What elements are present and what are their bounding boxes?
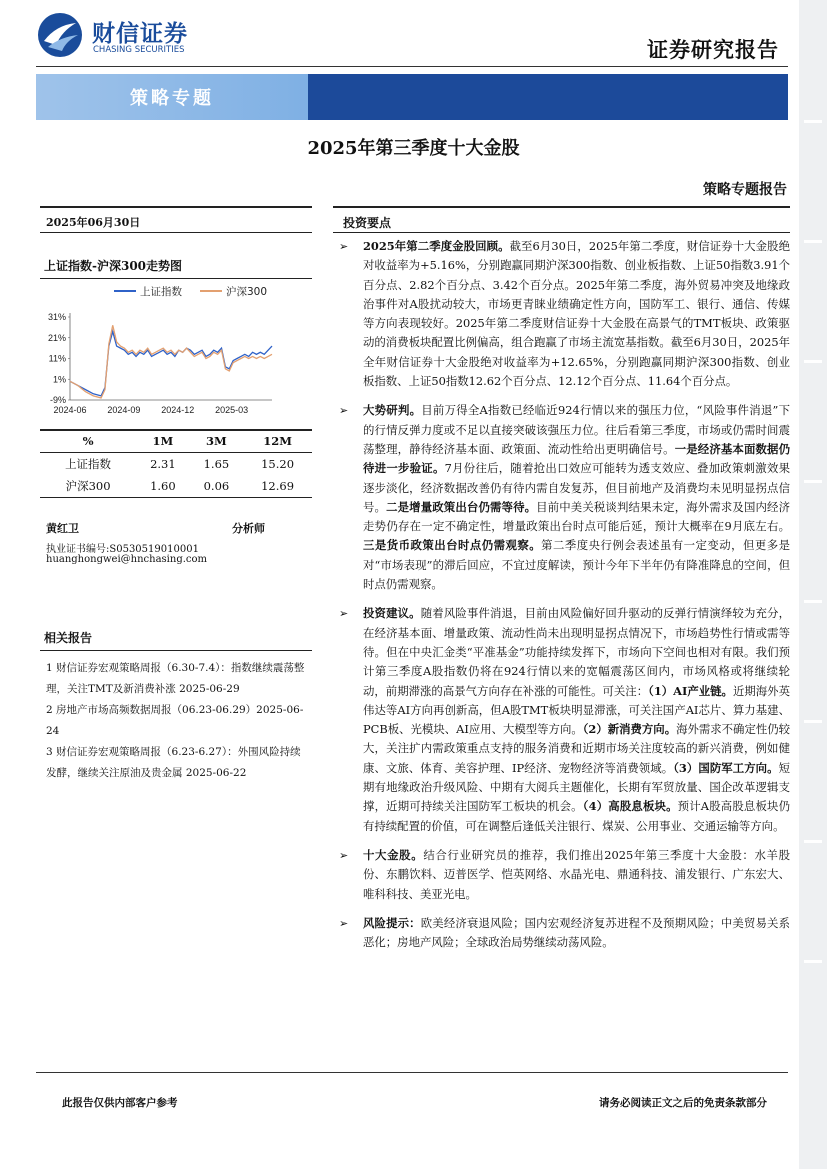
x-tick-label: 2024-06 bbox=[53, 405, 87, 415]
analyst-name: 黄红卫 bbox=[46, 522, 79, 535]
summary-title: 投资要点 bbox=[333, 206, 790, 233]
bullet-text: 7月份往后，随着抢出口效应可能转为透支效应、叠加政策刺激效果逐步淡化，经济数据改善仍有待内需自发复苏，但目前地产及消费均未见明显拐点信号。 bbox=[363, 461, 790, 514]
y-tick-label: 31% bbox=[47, 312, 66, 322]
report-date: 2025年06月30日 bbox=[40, 206, 312, 233]
bullet-emphasis: （3）国防军工方向。 bbox=[673, 760, 779, 775]
related-reports-list bbox=[40, 651, 312, 784]
bullet-emphasis: 十大金股。 bbox=[363, 847, 424, 862]
legend-label: 上证指数 bbox=[140, 286, 182, 298]
bullet-text: 第二季度央行例会表述虽有一定变动，但更多是对“市场表现”的滞后回应，不宜过度解读，预计今年下半年仍有降准降息的空间，但时点仍需观察。 bbox=[363, 538, 790, 592]
bullet-text: 近期海外英伟达等AI方向再创新高，但A股TMT板块明显滞涨，可关注国产AI芯片、算力基建、PCB板、光模块、AI应用、大模型等方向。 bbox=[363, 683, 790, 737]
bullet-text: 目前中美关税谈判结果未定，海外需求及国内经济走势仍存在一定不确定性，增量政策出台时点可能后延，预计大概率在9月底左右。 bbox=[363, 499, 790, 534]
series-line-0 bbox=[70, 332, 272, 396]
performance-table bbox=[40, 429, 312, 498]
analyst-email[interactable]: huanghongwei@hnchasing.com bbox=[46, 554, 208, 565]
trend-chart-svg bbox=[40, 279, 312, 419]
bullet-text: 目前万得全A指数已经临近924行情以来的强压力位，“风险事件消退”下的行情反弹力度或不足以直接突破该强压力位。往后看第三季度，市场或仍需时间震荡整理，静待经济基本面、政策面、流动性给出更明确信号。 bbox=[363, 403, 790, 456]
page-edge-bar bbox=[799, 0, 827, 1169]
legend-label: 沪深300 bbox=[226, 286, 268, 298]
bullet-emphasis: 二是增量政策出台仍需等待。 bbox=[386, 499, 537, 514]
y-tick-label: 21% bbox=[47, 332, 66, 343]
perf-cell: 15.20 bbox=[261, 457, 295, 471]
x-tick-label: 2024-09 bbox=[107, 405, 141, 415]
summary-bullet bbox=[333, 914, 790, 953]
bullet-emphasis: 三是货币政策出台时点仍需观察。 bbox=[363, 538, 542, 553]
related-reports-title: 相关报告 bbox=[40, 629, 312, 651]
arrow-bullet-icon: ➢ bbox=[339, 404, 349, 418]
perf-cell: 1.60 bbox=[136, 475, 190, 498]
table-row bbox=[40, 475, 312, 498]
arrow-bullet-icon: ➢ bbox=[339, 607, 349, 621]
footer-divider bbox=[36, 1072, 788, 1073]
logo-name-en: CHASING SECURITIES bbox=[93, 45, 185, 55]
bullet-text: 欧美经济衰退风险；国内宏观经济复苏进程不及预期风险；中美贸易关系恶化；房地产风险；全球政治局势继续动荡风险。 bbox=[363, 915, 790, 950]
perf-cell: 沪深300 bbox=[40, 475, 136, 498]
report-type-label: 证券研究报告 bbox=[647, 37, 779, 62]
logo-name-cn: 财信证券 bbox=[92, 21, 188, 47]
perf-cell: 上证指数 bbox=[65, 457, 112, 471]
bullet-emphasis: 一是经济基本面数据仍待进一步验证。 bbox=[363, 441, 790, 476]
perf-header-1: 1M bbox=[136, 430, 190, 453]
perf-header-3: 12M bbox=[243, 430, 312, 453]
arrow-bullet-icon: ➢ bbox=[339, 848, 349, 862]
bullet-emphasis: 投资建议。 bbox=[363, 606, 421, 621]
summary-column bbox=[333, 206, 790, 952]
bullet-text: 海外需求不确定性仍较大，关注扩内需政策重点支持的服务消费和近期市场关注度较高的新兴消费，例如健康、文旅、体育、美容护理、IP经济、宠物经济等消费领域。 bbox=[363, 722, 791, 775]
category-banner bbox=[36, 74, 788, 120]
header-divider bbox=[36, 66, 788, 67]
x-tick-label: 2025-03 bbox=[215, 405, 249, 415]
bullet-emphasis: 2025年第二季度金股回顾。 bbox=[363, 239, 510, 253]
perf-header-2: 3M bbox=[190, 430, 244, 453]
footer-note: 此报告仅供内部客户参考 bbox=[62, 1097, 178, 1109]
bullet-emphasis: （2）新消费方向。 bbox=[582, 722, 677, 737]
list-item[interactable]: 3 财信证券宏观策略周报（6.23-6.27）：外围风险持续发酵，继续关注原油及贵金属 2025-06-22 bbox=[46, 746, 301, 779]
y-tick-label: 1% bbox=[52, 374, 66, 385]
y-tick-label: -9% bbox=[49, 395, 66, 405]
bullet-emphasis: （1）AI产业链。 bbox=[648, 683, 733, 698]
list-item[interactable]: 1 财信证券宏观策略周报（6.30-7.4）：指数继续震荡整理，关注TMT及新消费补涨 2025-06-29 bbox=[46, 662, 305, 695]
analyst-role: 分析师 bbox=[232, 522, 265, 535]
summary-bullet bbox=[333, 846, 790, 904]
perf-cell: 1.65 bbox=[203, 457, 230, 471]
summary-bullets bbox=[333, 237, 790, 952]
perf-cell: 12.69 bbox=[243, 475, 312, 498]
page-subtitle: 策略专题报告 bbox=[703, 182, 787, 198]
left-sidebar bbox=[40, 206, 312, 784]
arrow-bullet-icon: ➢ bbox=[339, 916, 349, 930]
table-row bbox=[40, 453, 312, 476]
chart-section-title: 上证指数-沪深300走势图 bbox=[40, 257, 312, 279]
company-logo bbox=[36, 11, 196, 59]
bullet-emphasis: 风险提示： bbox=[363, 915, 421, 930]
x-tick-label: 2024-12 bbox=[161, 405, 195, 415]
bullet-text: 结合行业研究员的推荐，我们推出2025年第三季度十大金股：水羊股份、东鹏饮料、迈普医学、恺英网络、水晶光电、鼎通科技、浦发银行、广东宏大、唯科科技、美亚光电。 bbox=[363, 847, 790, 901]
y-tick-label: 11% bbox=[48, 353, 66, 364]
index-trend-chart bbox=[40, 279, 312, 419]
perf-cell: 0.06 bbox=[190, 475, 244, 498]
summary-bullet bbox=[333, 237, 790, 391]
bullet-text: 预计A股高股息板块仍有持续配置的价值，可在调整后逢低关注银行、煤炭、公用事业、交通运输等方向。 bbox=[363, 799, 790, 833]
summary-bullet bbox=[333, 401, 790, 594]
perf-header-0: % bbox=[40, 430, 136, 453]
analyst-info bbox=[40, 520, 312, 580]
arrow-bullet-icon: ➢ bbox=[339, 240, 349, 253]
bullet-text: 短期有地缘政治升级风险、中期有大阅兵主题催化，长期有军贸放量、国企改革逻辑支撑，近期可持续关注国防军工板块的机会。 bbox=[363, 760, 791, 814]
analyst-cert: 执业证书编号:S0530519010001 bbox=[46, 544, 199, 555]
bullet-text: 截至6月30日，2025年第二季度，财信证券十大金股绝对收益率为+5.16%，分别跑赢同期沪深300指数、创业板指数、上证50指数3.91个百分点、2.82个百分点、3.42个百分点。2025年第二季度，海外贸易冲突及地缘政治事件对A股扰动较大，市场更青睐业绩确定性方向，国防军工、银行、通信、传媒等方向表现较好。2025年第二季度财信证券十大金股在高景气的TMT板块、政策驱动的消费板块配置比例偏高，组合跑赢了市场主流宽基指数。截至6月30日，2025年全年财信证券十大金股绝对收益率为+12.65%，分别跑赢同期沪深300指数、创业板指数、上证50指数12.62个百分点、12.12个百分点、11.64个百分点。 bbox=[363, 239, 791, 389]
bullet-emphasis: 大势研判。 bbox=[363, 403, 422, 418]
footer-disclaimer: 请务必阅读正文之后的免责条款部分 bbox=[599, 1097, 767, 1109]
logo-mark-icon bbox=[36, 11, 84, 59]
series-line-1 bbox=[70, 325, 272, 398]
perf-cell: 2.31 bbox=[150, 457, 176, 471]
list-item[interactable]: 2 房地产市场高频数据周报（06.23-06.29）2025-06-24 bbox=[46, 704, 304, 737]
bullet-emphasis: （4）高股息板块。 bbox=[582, 799, 678, 814]
page-title: 2025年第三季度十大金股 bbox=[307, 138, 520, 159]
summary-bullet bbox=[333, 604, 790, 836]
banner-label: 策略专题 bbox=[130, 88, 214, 109]
bullet-text: 随着风险事件消退，目前由风险偏好回升驱动的反弹行情演绎较为充分，在经济基本面、增量政策、流动性尚未出现明显拐点情况下，市场趋势性行情或需等待。但在中央汇金类“平准基金”功能持续发挥下，市场向下空间也相对有限。我们预计第三季度A股指数仍将在924行情以来的宽幅震荡区间内，市场风格或将继续轮动，前期滞涨的高景气方向存在补涨的可能性。可关注： bbox=[363, 606, 790, 698]
